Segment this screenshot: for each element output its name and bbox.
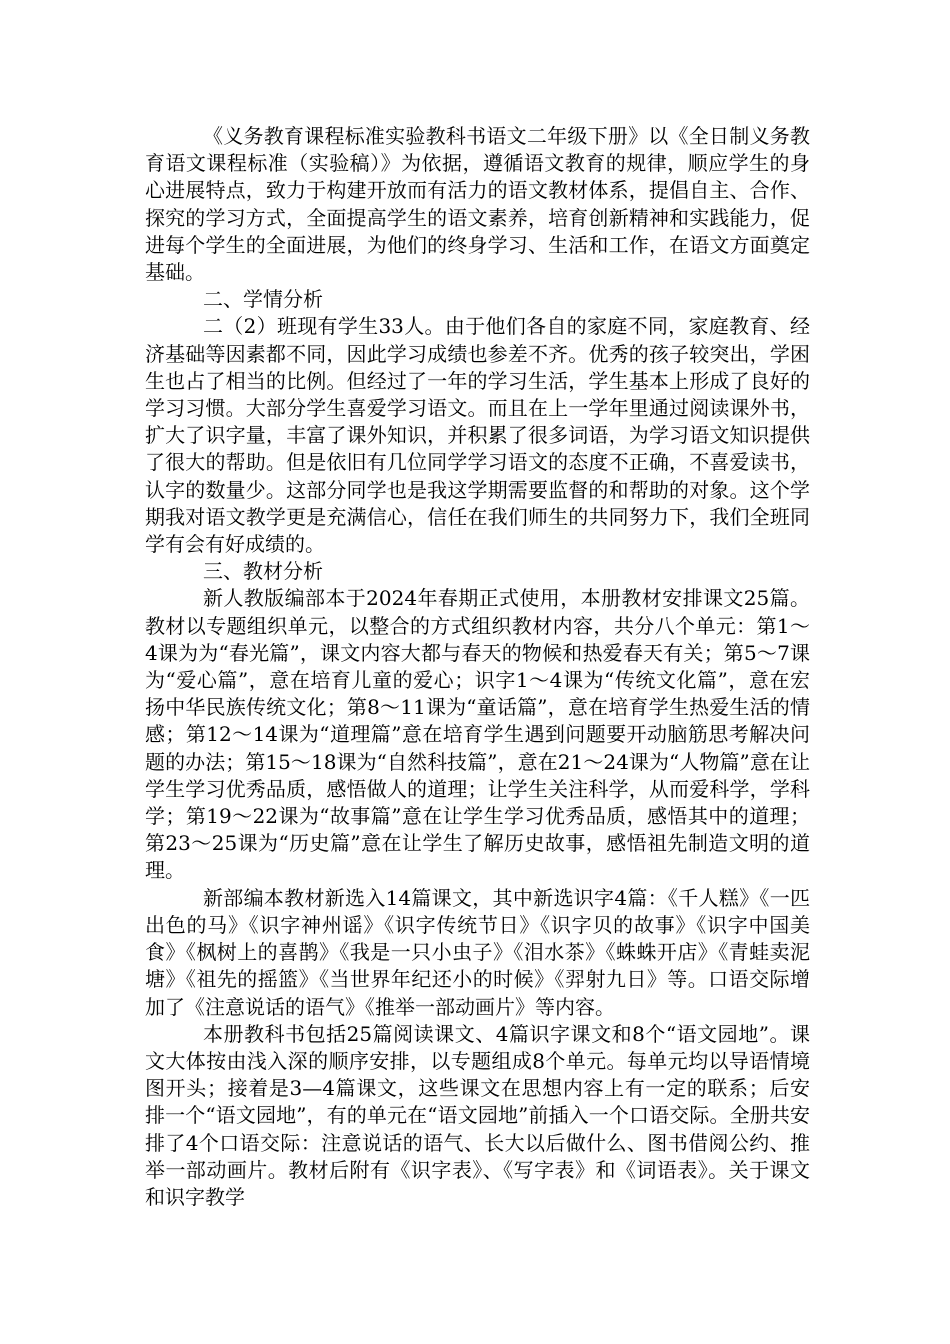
paragraph-textbook-units: 新人教版编部本于2024年春期正式使用，本册教材安排课文25篇。教材以专题组织单元，以整合的方式组织教材内容，共分八个单元：第1～4课为为“春光篇”，课文内容大都与春天的物候和热爱春天有关；第5～7课为“爱心篇”，意在培育儿童的爱心；识字1～4课为“传统文化篇”，意在宏扬中华民族传统文化；第8～11课为“童话篇”，意在培育学生热爱生活的情感；第12～14课为“道理篇”意在培育学生遇到问题要开动脑筋思考解决问题的办法；第15～18课为“自然科技篇”，意在21～24课为“人物篇”意在让学生学习优秀品质，感悟做人的道理；让学生关注科学，从而爱科学，学科学；第19～22课为“故事篇”意在让学生学习优秀品质，感悟其中的道理；第23～25课为“历史篇”意在让学生了解历史故事，感悟祖先制造文明的道理。 xyxy=(145,586,810,883)
document-page xyxy=(145,123,810,1211)
paragraph-book-contents: 本册教科书包括25篇阅读课文、4篇识字课文和8个“语文园地”。课文大体按由浅入深的顺序安排，以专题组成8个单元。每单元均以导语情境图开头；接着是3—4篇课文，这些课文在思想内容上有一定的联系；后安排一个“语文园地”，有的单元在“语文园地”前插入一个口语交际。全册共安排了4个口语交际：注意说话的语气、长大以后做什么、图书借阅公约、推举一部动画片。教材后附有《识字表》、《写字表》和《词语表》。关于课文和识字教学 xyxy=(145,1021,810,1209)
paragraph-student-analysis: 二（2）班现有学生33人。由于他们各自的家庭不同，家庭教育、经济基础等因素都不同，因此学习成绩也参差不齐。优秀的孩子较突出，学困生也占了相当的比例。但经过了一年的学习生活，学生基本上形成了良好的学习习惯。大部分学生喜爱学习语文。而且在上一学年里通过阅读课外书，扩大了识字量，丰富了课外知识，并积累了很多词语，为学习语文知识提供了很大的帮助。但是依旧有几位同学学习语文的态度不正确，不喜爱读书，认字的数量少。这部分同学也是我这学期需要监督的和帮助的对象。这个学期我对语文教学更是充满信心，信任在我们师生的共同努力下，我们全班同学有会有好成绩的。 xyxy=(145,314,810,557)
heading-student-analysis: 二、学情分析 xyxy=(203,287,323,312)
heading-textbook-analysis: 三、教材分析 xyxy=(203,559,323,584)
paragraph-intro: 《义务教育课程标准实验教科书语文二年级下册》以《全日制义务教育语文课程标准（实验稿）》为依据，遵循语文教育的规律，顺应学生的身心进展特点，致力于构建开放而有活力的语文教材体系，提倡自主、合作、探究的学习方式，全面提高学生的语文素养，培育创新精神和实践能力，促进每个学生的全面进展，为他们的终身学习、生活和工作，在语文方面奠定基础。 xyxy=(145,124,810,285)
paragraph-new-texts: 新部编本教材新选入14篇课文，其中新选识字4篇：《千人糕》《一匹出色的马》《识字神州谣》《识字传统节日》《识字贝的故事》《识字中国美食》《枫树上的喜鹊》《我是一只小虫子》《泪水茶》《蛛蛛开店》《青蛙卖泥塘》《祖先的摇篮》《当世界年纪还小的时候》《羿射九日》等。口语交际增加了《注意说话的语气》《推举一部动画片》等内容。 xyxy=(145,885,810,1019)
